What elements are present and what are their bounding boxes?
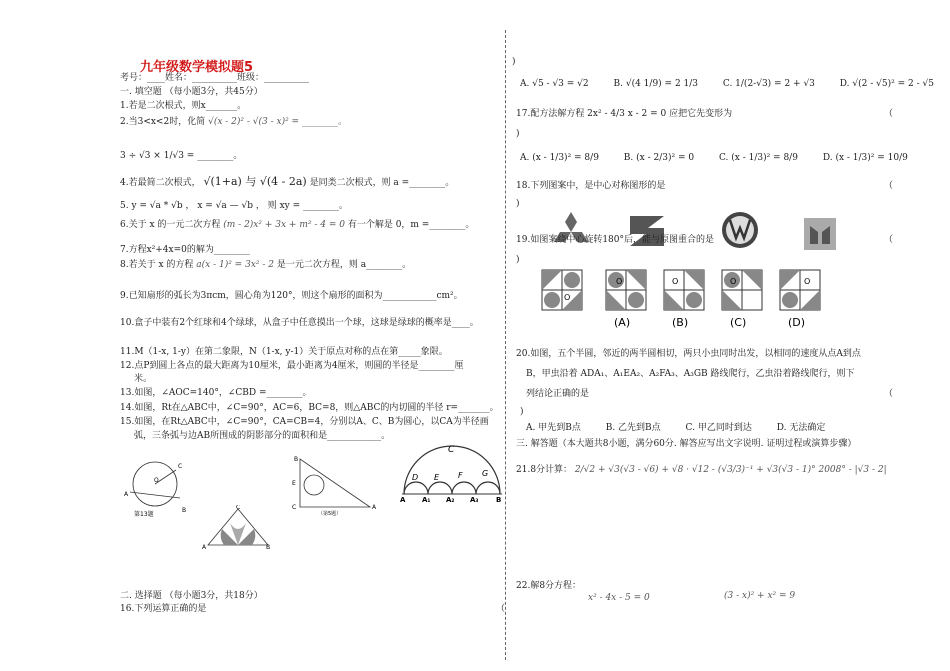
question-16-options — [520, 78, 950, 90]
question-17-option-d: D. (x - 1/3)² = 10/9 — [822, 153, 908, 163]
semicircle-label-c: C — [448, 445, 455, 455]
section3-heading: 三. 解答题（本大题共8小题，满分60分. 解答应写出文字说明. 证明过程或演算步骤） — [516, 439, 857, 449]
arc-triangle-label-a: A — [202, 544, 207, 551]
volkswagen-logo-icon — [720, 210, 760, 250]
isuzu-logo-icon — [804, 218, 836, 250]
semicircle-label-b: B — [496, 496, 502, 502]
question-3: 3 ÷ √3 × 1/√3 = ________。 — [120, 151, 243, 161]
question-20-cont: B，甲虫沿着 ADA₁、A₁EA₂、A₂FA₃、A₃GB 路线爬行，乙虫沿着路线爬行，则下 — [526, 369, 855, 379]
header-info: 考号：____姓名：__________班级：__________ — [120, 73, 310, 83]
question-6-tail: 有一个解是 0，m =________。 — [347, 220, 475, 230]
question-6 — [120, 219, 474, 231]
question-8-tail: 是一元二次方程，则 a________。 — [276, 260, 412, 270]
question-20-paren-open: （ — [884, 389, 894, 399]
arc-triangle-label-b: B — [266, 544, 271, 551]
right-column — [512, 0, 934, 671]
exam-title: 九年级数学模拟题5 — [140, 60, 254, 75]
question-20-option-c: C. 甲乙同时到达 — [685, 423, 752, 433]
section2-heading: 二. 选择题 （每小题3分，共18分） — [120, 591, 263, 601]
question-22-eq-b-text: (3 - x)² + x² = 9 — [724, 591, 796, 601]
rotation-option-b — [664, 270, 704, 328]
question-18-paren-open: （ — [884, 181, 894, 191]
question-19-paren-close: ) — [516, 255, 520, 265]
opt-d-shade-2 — [800, 290, 820, 310]
question-14: 14.如图，Rt在△ABC中，∠C=90°，AC=6，BC=8，则△ABC的内切圆的半径 r=_______。 — [120, 403, 499, 413]
question-17-paren-open: （ — [884, 109, 894, 119]
question-9: 9.已知扇形的弧长为3πcm，圆心角为120°，则这个扇形的面积为____________cm²。 — [120, 291, 463, 301]
opt-d-shade-1 — [780, 270, 800, 290]
question-4-text: 4.若最简二次根式， — [120, 178, 201, 188]
question-4-tail: 是同类二次根式，则 a =________。 — [309, 178, 455, 188]
rotation-original — [542, 270, 582, 310]
question-6-text: 6.关于 x 的一元二次方程 — [120, 220, 221, 230]
orig-label-o: O — [564, 293, 571, 302]
question-21-text: 21.8分计算： — [516, 465, 573, 475]
question-22: 22.解8分方程： — [516, 581, 582, 591]
logo-4-back — [804, 218, 836, 250]
incircle-shape — [304, 475, 324, 495]
question-20-option-d: D. 无法确定 — [776, 423, 826, 433]
rotation-option-d — [780, 270, 820, 328]
triangle-label-a: A — [372, 504, 377, 511]
question-20-options — [526, 422, 847, 434]
question-19: 19.如图案绕中心旋转180°后，能与原图重合的是 — [516, 235, 714, 245]
opt-c-shade-2 — [722, 290, 742, 310]
semicircle-label-a: A — [400, 496, 406, 502]
opt-b-shade-1 — [684, 270, 704, 290]
semicircle-label-a1: A₁ — [422, 496, 431, 502]
rotation-option-a — [606, 270, 646, 328]
opt-b-label-o: O — [672, 277, 679, 286]
figure-semicircles — [400, 442, 505, 502]
opt-d-circle — [782, 292, 798, 308]
figure-circle-label-b: B — [182, 507, 187, 514]
semicircle-label-g: G — [482, 469, 489, 478]
question-7: 7.方程x²+4x=0的解为________ — [120, 245, 250, 255]
question-16: 16.下列运算正确的是 — [120, 604, 207, 614]
figure-circle-label-o: O — [154, 477, 159, 484]
question-15-cont: 弧，三条弧与边AB所围成的阴影部分的面积和是____________。 — [134, 431, 391, 441]
question-18-paren-close: ) — [516, 199, 520, 209]
triangle-label-e: E — [292, 480, 296, 487]
question-18: 18.下列图案中，是中心对称图形的是 — [516, 181, 666, 191]
opt-a-circle-2 — [628, 292, 644, 308]
orig-shade-1 — [542, 270, 562, 290]
small-semicircles — [404, 482, 500, 494]
opt-c-label: (C) — [730, 316, 747, 328]
column-divider — [505, 30, 506, 660]
question-17-options — [520, 152, 930, 164]
question-8-text: 8.若关于 x 的方程 — [120, 260, 194, 270]
question-17-option-b: B. (x - 2/3)² = 0 — [623, 153, 695, 163]
question-8-expr: a(x - 1)² = 3x² - 2 — [196, 260, 274, 270]
question-8 — [120, 259, 411, 271]
question-16-option-a: A. √5 - √3 = √2 — [520, 79, 589, 89]
question-16-paren: （ — [496, 604, 506, 614]
question-17: 17.配方法解方程 2x² - 4/3 x - 2 = 0 应把它先变形为 — [516, 109, 733, 119]
question-17-option-c: C. (x - 1/3)² = 8/9 — [718, 153, 798, 163]
figure-circle — [120, 458, 190, 518]
opt-b-label: (B) — [672, 316, 689, 328]
question-20: 20.如图，五个半圆，邻近的两半圆相切，两只小虫同时出发，以相同的速度从点A到点 — [516, 349, 861, 359]
question-1: 1.若是二次根式，则x_______。 — [120, 101, 247, 111]
left-column — [112, 0, 506, 671]
question-2 — [120, 116, 347, 128]
figure-incircle-triangle — [290, 455, 380, 517]
semicircle-label-a2: A₂ — [446, 496, 455, 502]
question-12: 12.点P到圆上各点的最大距离为10厘米，最小距离为4厘米，则圆的半径是________厘 — [120, 361, 464, 371]
question-20-cont2: 列结论正确的是 — [526, 389, 590, 399]
question-2-expr: √(x - 2)² - √(3 - x)² = ________。 — [208, 117, 347, 127]
arc-triangle-label-c: C — [236, 505, 241, 511]
question-4 — [120, 176, 454, 189]
question-22-eq-a-text: x² - 4x - 5 = 0 — [588, 593, 650, 603]
orig-circle-1 — [564, 272, 580, 288]
question-20-option-b: B. 乙先到B点 — [605, 423, 661, 433]
question-16-option-c: C. 1/(2-√3) = 2 + √3 — [722, 79, 815, 89]
question-19-paren-open: （ — [884, 235, 894, 245]
question-4-expr: √(1+a) 与 √(4 - 2a) — [203, 175, 307, 188]
opt-c-shade-1 — [742, 270, 762, 290]
semicircle-label-f: F — [458, 471, 463, 480]
opt-a-shade-2 — [606, 290, 626, 310]
triangle-label-b: B — [294, 456, 299, 463]
opt-b-circle — [686, 292, 702, 308]
question-10: 10.盒子中装有2个红球和4个绿球，从盒子中任意摸出一个球，这球是绿球的概率是____。 — [120, 318, 479, 328]
figure-circle-label-a: A — [124, 491, 129, 498]
question-22-eq-a — [588, 592, 650, 604]
rotation-option-c — [722, 270, 762, 328]
question-6-expr: (m - 2)x² + 3x + m² - 4 = 0 — [223, 220, 345, 230]
question-2-text: 2.当3<x<2时，化简 — [120, 117, 206, 127]
semicircle-label-a3: A₃ — [470, 496, 479, 502]
logo-1-top — [565, 212, 577, 232]
question-16-option-b: B. √(4 1/9) = 2 1/3 — [613, 79, 699, 89]
semicircle-label-e: E — [434, 473, 440, 482]
orig-circle-2 — [544, 292, 560, 308]
question-12-cont: 米。 — [134, 374, 153, 384]
figure-circle-label-c: C — [178, 463, 183, 470]
question-20-option-a: A. 甲先到B点 — [526, 423, 581, 433]
opt-d-label: (D) — [788, 316, 806, 328]
question-17-paren-close: ) — [516, 129, 520, 139]
top-paren: ) — [512, 57, 516, 67]
question-13: 13.如图，∠AOC=140°，∠CBD =________。 — [120, 388, 312, 398]
question-11: 11.M（1-x, 1-y）在第二象限，N（1-x, y-1）关于原点对称的点在第_____象限。 — [120, 347, 448, 357]
rotation-figures — [540, 268, 840, 328]
opt-c-label-o: O — [730, 277, 737, 286]
figure-arc-triangle — [202, 505, 272, 551]
opt-b-shade-2 — [664, 290, 684, 310]
section1-heading: 一. 填空题 （每小题3分，共45分） — [120, 87, 263, 97]
question-20-paren-close: ) — [520, 407, 524, 417]
question-16-option-d: D. √(2 - √5)² = 2 - √5 — [839, 79, 934, 89]
opt-a-label: (A) — [614, 316, 631, 328]
triangle-label-c: C — [292, 504, 297, 511]
semicircle-label-d: D — [412, 473, 419, 482]
question-21 — [516, 464, 887, 476]
opt-a-shade-1 — [626, 270, 646, 290]
question-5: 5. y = √a * √b ， x = √a — √b ， 则 xy = ________。 — [120, 201, 348, 211]
triangle-caption: （第5题） — [318, 511, 342, 517]
figure-circle-caption: 第13题 — [134, 511, 154, 518]
question-21-expr: 2/√2 + √3(√3 - √6) + √8 · √12 - (√3/3)⁻¹ + √3(√3 - 1)° 2008° - |√3 - 2| — [574, 465, 887, 475]
question-22-eq-b — [724, 590, 795, 602]
triangle-shape — [300, 459, 370, 507]
opt-d-label-o: O — [804, 277, 811, 286]
question-17-option-a: A. (x - 1/3)² = 8/9 — [520, 153, 599, 163]
opt-a-label-o: O — [616, 277, 623, 286]
question-15: 15.如图，在Rt△ABC中，∠C=90°，CA=CB=4，分别以A、C、B为圆心，以CA为半径画 — [120, 417, 489, 427]
